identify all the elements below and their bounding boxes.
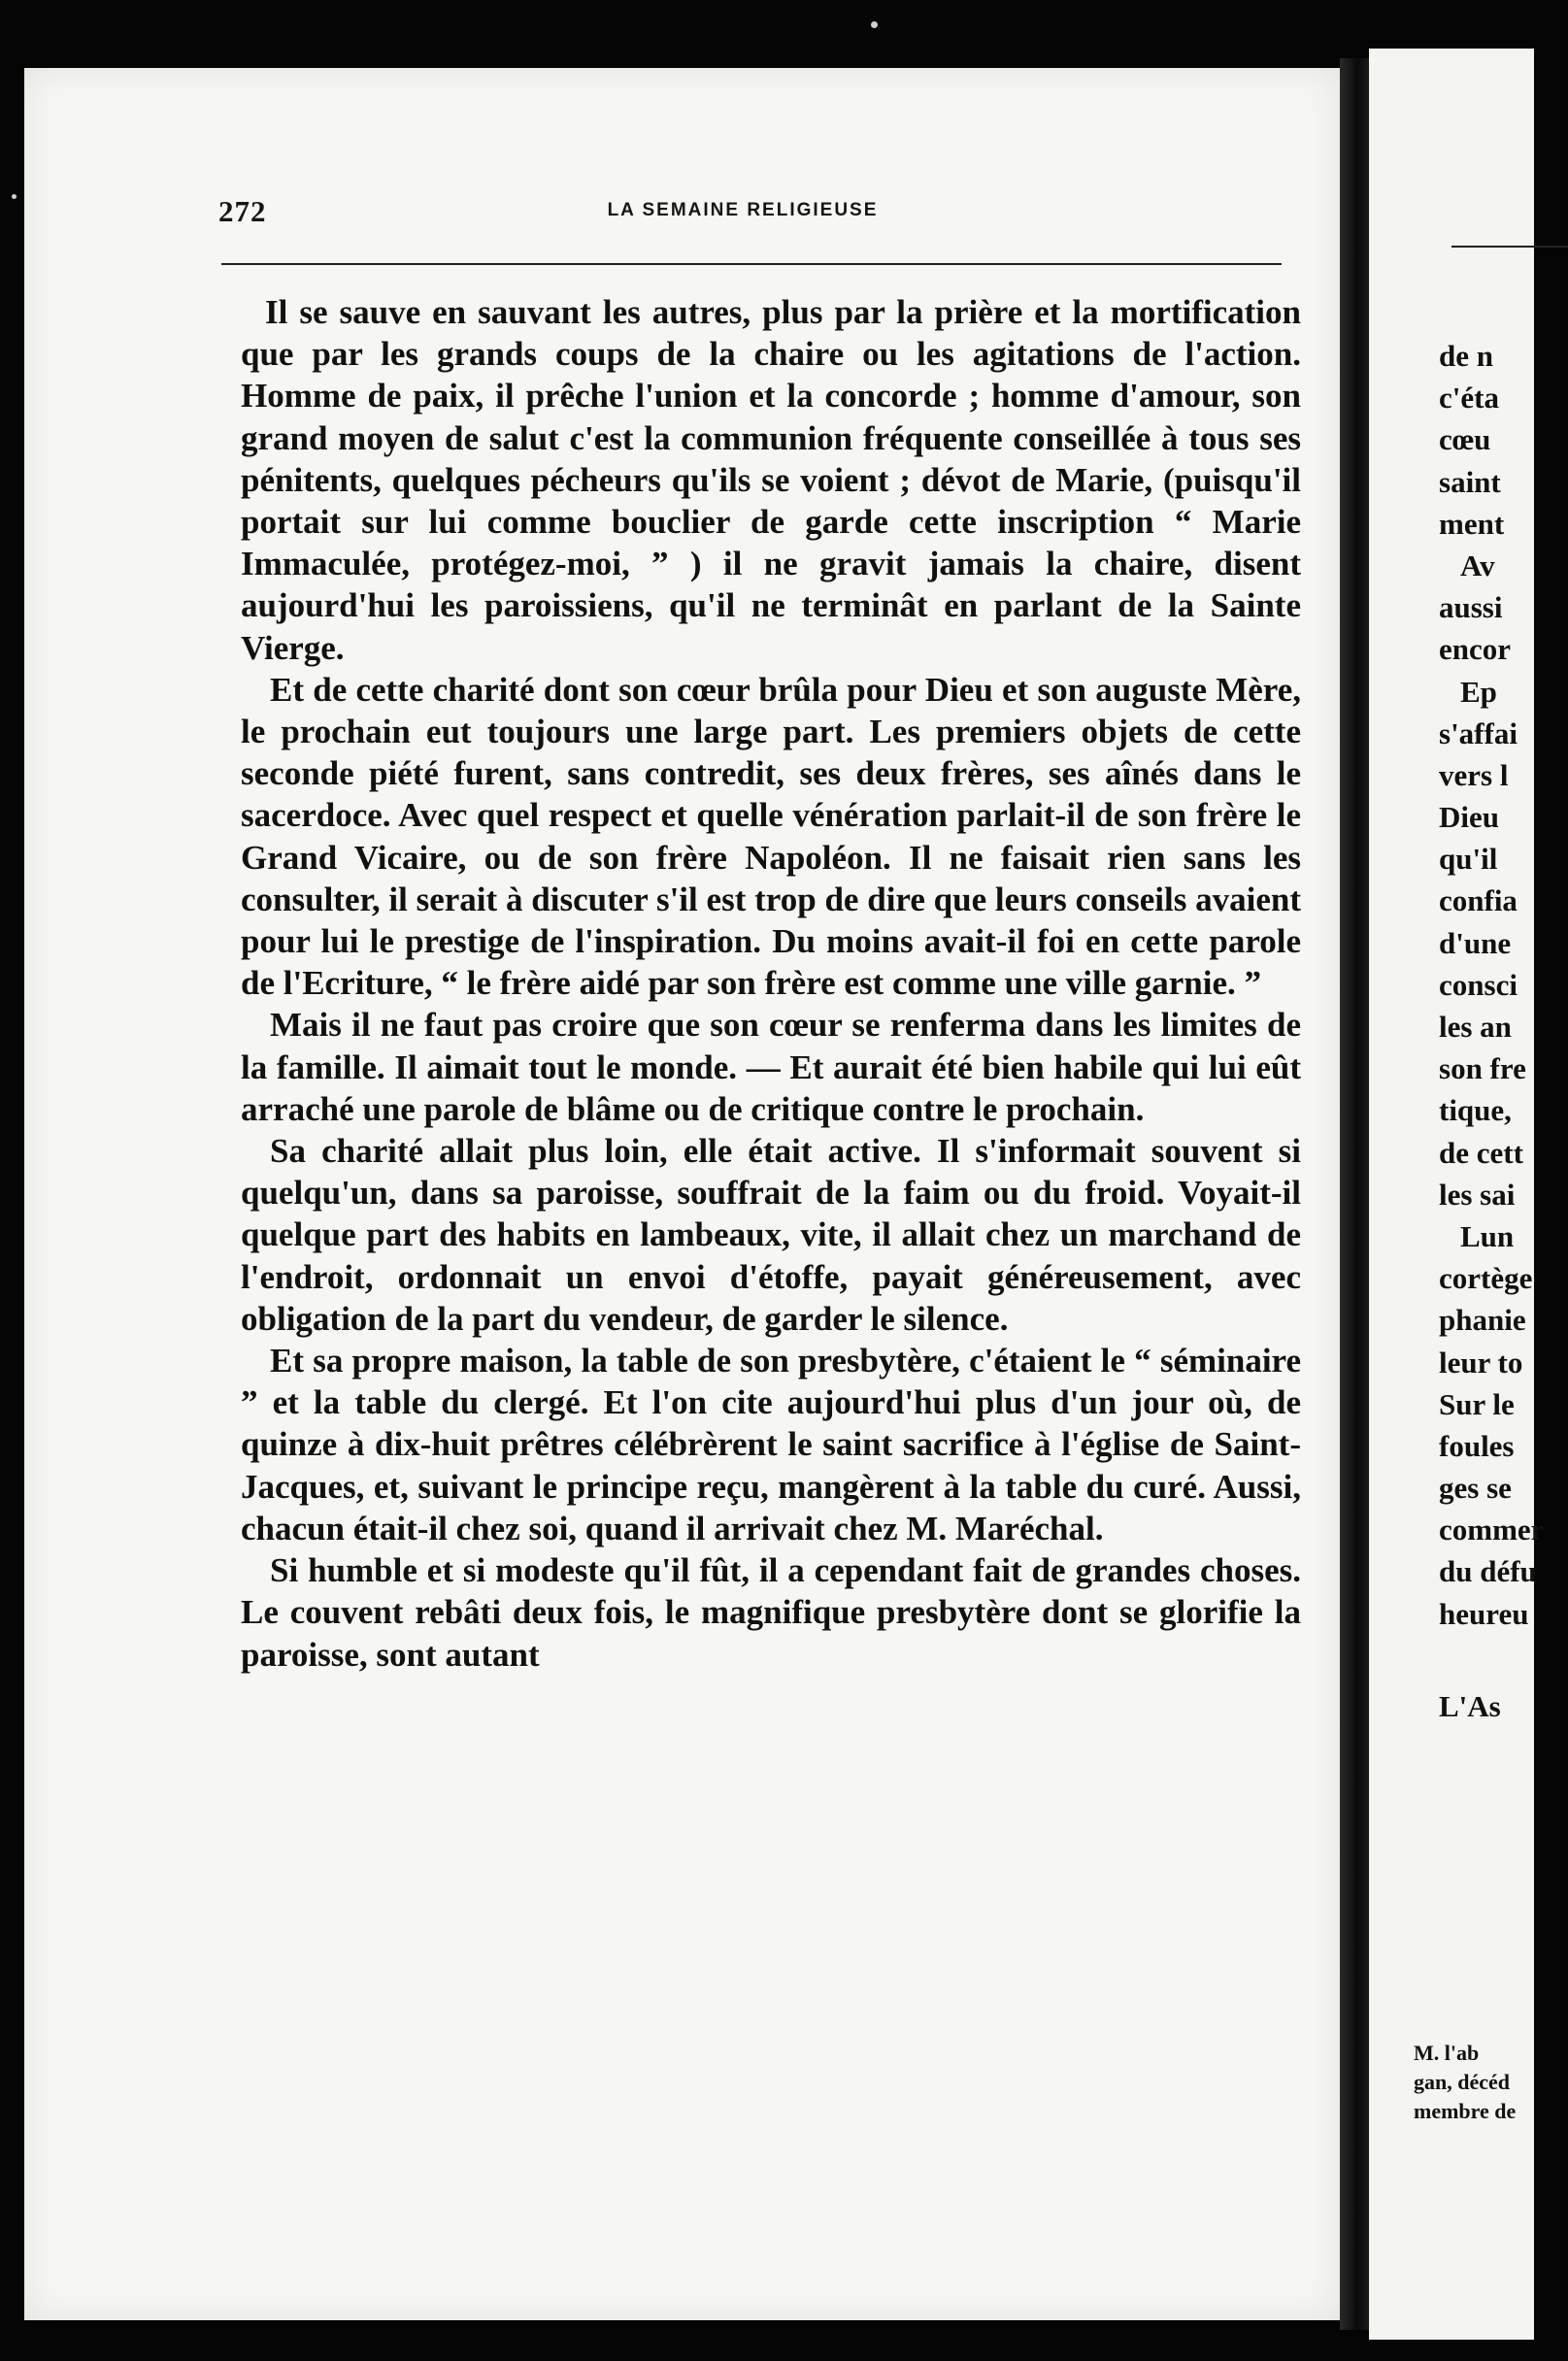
right-page-line: Ep <box>1460 674 1497 709</box>
right-header-rule <box>1451 246 1568 248</box>
paragraph-4: Sa charité allait plus loin, elle était active. Il s'informait souvent si quelqu'un, dans sa paroisse, souffrait de la faim ou du froid. Voyait-il quelque part des habits en lambeaux, vite, il allait chez un marchand de l'endroit, ordonnait un envoi d'étoffe, payait généreusement, avec obligation de la part du vendeur, de garder le silence. <box>241 1132 1301 1338</box>
right-page-line: cœu <box>1439 422 1491 457</box>
right-signature-fragment: L'As <box>1439 1689 1501 1723</box>
right-footnote-line: M. l'ab <box>1414 2041 1480 2065</box>
header-rule <box>221 263 1282 265</box>
right-page-line: Lun <box>1460 1218 1515 1253</box>
right-page-line: s'affai <box>1439 715 1518 750</box>
right-page-line: les sai <box>1439 1177 1516 1212</box>
right-page <box>1369 49 1545 2340</box>
book-gutter <box>1340 58 1369 2330</box>
right-page-line: Dieu <box>1439 800 1499 835</box>
scan-speck <box>12 194 17 199</box>
right-page-line: Sur le <box>1439 1386 1515 1421</box>
right-page-line: encor <box>1439 632 1512 667</box>
right-page-fragments <box>1439 335 1544 1635</box>
paragraph-1: Il se sauve en sauvant les autres, plus par la prière et la mortification que par les grands coups de la chaire ou les agitations de l'action. Homme de paix, il prêche l'union et la concorde ; homme d'amour, son grand moyen de salut c'est la communion fréquente conseillée à tous ses pénitents, quelques pécheurs qu'ils se voient ; dévot de Marie, (puisqu'il portait sur lui comme bouclier de garde cette inscription “ Marie Immaculée, protégez-moi, ” ) il ne gravit jamais la chaire, disent aujourd'hui les paroissiens, qu'il ne terminât en parlant de la Sainte Vierge. <box>241 293 1301 667</box>
right-page-line: c'éta <box>1439 381 1499 416</box>
right-page-line: de cett <box>1439 1135 1523 1170</box>
running-head <box>194 194 1291 233</box>
right-footnote-line: gan, décéd <box>1414 2070 1510 2094</box>
right-page-line: heureu <box>1439 1596 1529 1631</box>
right-page-line: confia <box>1439 883 1518 918</box>
right-page-line: vers l <box>1439 757 1509 792</box>
right-page-column <box>1369 49 1545 2340</box>
article-body <box>241 291 1301 1676</box>
paragraph-5: Et sa propre maison, la table de son presbytère, c'étaient le “ séminaire ” et la table du clergé. Et l'on cite aujourd'hui plus d'un jour où, de quinze à dix-huit prêtres célébrèrent le saint sacrifice à l'église de Saint-Jacques, et, suivant le principe reçu, mangèrent à la table du curé. Aussi, chacun était-il chez soi, quand il arrivait chez M. Maréchal. <box>241 1342 1301 1547</box>
paragraph-3: Mais il ne faut pas croire que son cœur se renferma dans les limites de la famille. Il aimait tout le monde. — Et aurait été bien habile qui lui eût arraché une parole de blâme ou de critique contre le prochain. <box>241 1006 1301 1128</box>
right-page-line: commer <box>1439 1513 1545 1547</box>
page-number: 272 <box>218 194 267 228</box>
right-page-line: consci <box>1439 967 1518 1002</box>
right-page-line: du défu <box>1439 1554 1537 1589</box>
right-page-line: tique, <box>1439 1093 1512 1128</box>
right-page-line: aussi <box>1439 590 1503 625</box>
right-footnote-line: membre de <box>1414 2099 1517 2123</box>
right-page-line: Av <box>1460 548 1495 582</box>
right-page-line: de n <box>1439 339 1493 373</box>
right-page-line: ment <box>1439 506 1505 541</box>
right-page-line: saint <box>1439 464 1501 499</box>
paragraph-6: Si humble et si modeste qu'il fût, il a cependant fait de grandes choses. Le couvent rebâti deux fois, le magnifique presbytère dont se glorifie la paroisse, sont autant <box>241 1551 1301 1674</box>
right-page-line: cortège <box>1439 1261 1533 1296</box>
paragraph-2: Et de cette charité dont son cœur brûla pour Dieu et son auguste Mère, le prochain eut toujours une large part. Les premiers objets de cette seconde piété furent, sans contredit, ses deux frères, ses aînés dans le sacerdoce. Avec quel respect et quelle vénération parlait-il de son frère le Grand Vicaire, ou de son frère Napoléon. Il ne faisait rien sans les consulter, il serait à discuter s'il est trop de dire que leurs conseils avaient pour lui le prestige de l'inspiration. Du moins avait-il foi en cette parole de l'Ecriture, “ le frère aidé par son frère est comme une ville garnie. ” <box>241 670 1301 1003</box>
right-page-line: foules <box>1439 1428 1515 1463</box>
right-page-line: phanie <box>1439 1303 1526 1338</box>
right-page-line: d'une <box>1439 925 1512 960</box>
right-page-line: qu'il <box>1439 842 1498 877</box>
scan-speck <box>871 21 878 28</box>
journal-title: LA SEMAINE RELIGIEUSE <box>607 200 879 220</box>
right-page-line: les an <box>1439 1010 1512 1044</box>
right-page-line: leur to <box>1439 1345 1523 1380</box>
right-page-line: son fre <box>1439 1051 1526 1086</box>
right-footnote-fragments <box>1414 2039 1516 2126</box>
right-page-line: ges se <box>1439 1471 1512 1506</box>
